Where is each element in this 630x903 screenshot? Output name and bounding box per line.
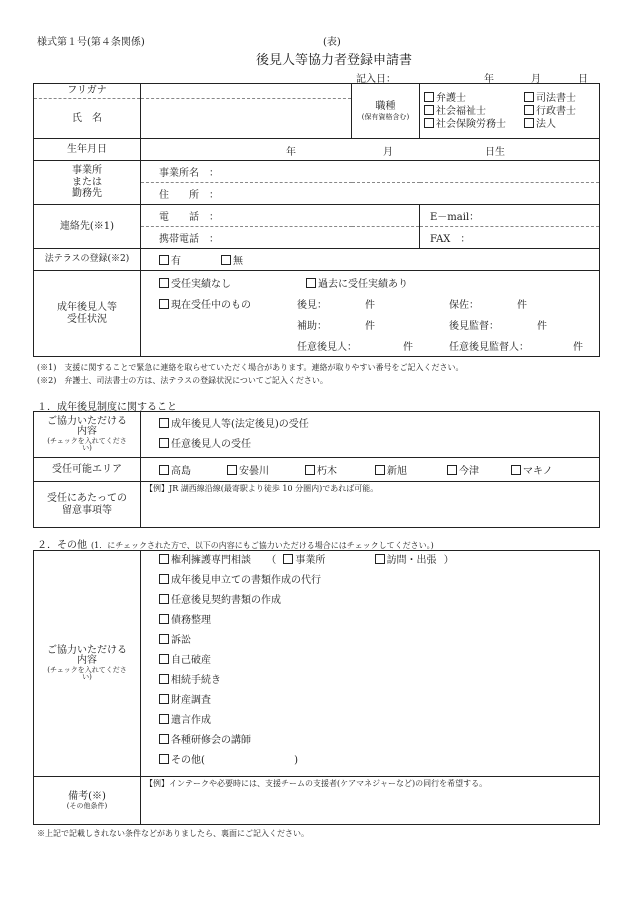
other-close: )	[294, 755, 298, 766]
lawyer-checkbox[interactable]: 弁護士	[424, 92, 524, 105]
kouken-count-unit: 件	[365, 300, 375, 311]
fax-label: FAX ：	[430, 234, 471, 245]
guardian-checkbox[interactable]: 成年後見人等(法定後見)の受任	[159, 415, 595, 435]
area-makino-checkbox[interactable]: マキノ	[511, 466, 553, 477]
advocacy-visit-checkbox[interactable]: 訪問・出張	[375, 555, 437, 566]
notes-field[interactable]	[141, 482, 600, 528]
nini-kantoku-label: 任意後見監督人：	[449, 342, 529, 353]
form-number: 様式第１号(第４条関係)	[37, 37, 145, 48]
page-title: 後見人等協力者登録申請書	[256, 53, 413, 68]
asset-survey-checkbox[interactable]: 財産調査	[159, 691, 595, 711]
remarks-example: 【例】インテークや必要時には、支援チームの支援者(ケアマネジャーなど)の同行を希望する。	[145, 779, 488, 788]
social-worker-checkbox[interactable]: 社会福祉士	[424, 105, 524, 118]
occupation-label: 職種 (保有資格含む)	[352, 84, 420, 139]
section1-heading: １．成年後見制度に関すること	[37, 402, 177, 413]
debt-settlement-checkbox[interactable]: 債務整理	[159, 611, 595, 631]
furigana-field[interactable]	[141, 84, 352, 99]
birth-month-label: 月	[383, 147, 393, 158]
no-record-checkbox[interactable]: 受任実績なし	[159, 275, 231, 290]
contact-label: 連絡先(※1)	[34, 205, 141, 249]
section2-heading: ２．その他 (1．にチェックされた方で、以下の内容にもご協力いただける場合にはチェックしてください。)	[37, 540, 434, 551]
advocacy-row	[159, 551, 595, 571]
guardianship-table	[33, 411, 600, 528]
phone-field[interactable]	[141, 205, 420, 227]
hosa-label: 保佐：	[449, 300, 479, 311]
inheritance-checkbox[interactable]: 相続手続き	[159, 671, 595, 691]
litigation-checkbox[interactable]: 訴訟	[159, 631, 595, 651]
phone-label: 電 話 ：	[159, 212, 219, 223]
past-record-checkbox[interactable]: 過去に受任実績あり	[306, 275, 408, 290]
hojo-count-unit: 件	[365, 321, 375, 332]
section2-heading-note: (1．にチェックされた方で、以下の内容にもご協力いただける場合にはチェックしてください。)	[91, 541, 434, 550]
corporation-checkbox[interactable]: 法人	[524, 119, 556, 130]
name-field[interactable]	[141, 99, 352, 139]
mobile-field[interactable]	[141, 227, 420, 249]
applicant-table	[33, 83, 600, 357]
entry-month-label: 月	[531, 74, 541, 85]
advocacy-paren-open: （	[266, 555, 277, 566]
current-cases-checkbox[interactable]: 現在受任中のもの	[159, 296, 251, 311]
email-label: E－mail：	[430, 212, 480, 223]
admin-scrivener-checkbox[interactable]: 行政書士	[524, 106, 576, 117]
notes-example: 【例】JR 湖西線沿線(最寄駅より徒歩 10 分圏内)であれば可能。	[145, 484, 379, 493]
kouken-label: 後見：	[297, 300, 327, 311]
remarks-label: 備考(※) (その他条件)	[34, 777, 141, 825]
name-label: 氏 名	[34, 99, 141, 139]
note-1: (※1) 支援に関することで緊急に連絡を取らせていただく場合があります。連絡が取りやすい番号をご記入ください。	[37, 363, 464, 372]
footer-note: ※上記で記載しきれない条件などがありましたら、裏面にご記入ください。	[37, 829, 309, 838]
petition-docs-checkbox[interactable]: 成年後見申立ての書類作成の代行	[159, 571, 595, 591]
area-imazu-checkbox[interactable]: 今津	[447, 462, 511, 477]
nini-count-unit: 件	[403, 342, 413, 353]
email-field[interactable]	[420, 205, 600, 227]
entry-year-label: 年	[484, 74, 494, 85]
birthdate-label: 生年月日	[34, 139, 141, 161]
houterasu-label: 法テラスの登録(※2)	[34, 249, 141, 271]
remarks-field[interactable]	[141, 777, 600, 825]
occupation-options	[420, 84, 600, 139]
form-side: (表)	[323, 37, 341, 48]
voluntary-guardian-checkbox[interactable]: 任意後見人の受任	[159, 435, 595, 455]
other-table	[33, 550, 600, 825]
notes-label: 受任にあたっての 留意事項等	[34, 482, 141, 528]
office-name-field[interactable]	[141, 161, 600, 183]
area-kutsuki-checkbox[interactable]: 朽木	[305, 462, 375, 477]
office-address-field[interactable]	[141, 183, 600, 205]
area-label: 受任可能エリア	[34, 458, 141, 482]
will-creation-checkbox[interactable]: 遺言作成	[159, 711, 595, 731]
nini-kantoku-count-unit: 件	[573, 342, 583, 353]
area-options	[141, 458, 600, 482]
status-content	[141, 271, 600, 357]
bankruptcy-checkbox[interactable]: 自己破産	[159, 651, 595, 671]
hojo-label: 補助：	[297, 321, 327, 332]
area-takashima-checkbox[interactable]: 高島	[159, 462, 227, 477]
office-address-label: 住 所 ：	[159, 190, 219, 201]
coop-content-label: ご協力いただける 内容 (チェックを入れてくださ い)	[34, 412, 141, 458]
lecturer-checkbox[interactable]: 各種研修会の講師	[159, 731, 595, 751]
houterasu-yes-checkbox[interactable]: 有	[159, 252, 221, 267]
entry-date-label: 記入日：	[356, 74, 396, 85]
office-label: 事業所 または 勤務先	[34, 161, 141, 205]
advocacy-office-checkbox[interactable]: 事業所	[283, 551, 353, 571]
note-2: (※2) 弁護士、司法書士の方は、法テラスの登録状況についてご記入ください。	[37, 376, 328, 385]
kouken-kantoku-label: 後見監督：	[449, 321, 499, 332]
coop-content-options	[141, 412, 600, 458]
advocacy-paren-close: ）	[443, 555, 454, 566]
furigana-label: フリガナ	[34, 84, 141, 99]
birth-day-label: 日生	[485, 147, 505, 158]
voluntary-contract-checkbox[interactable]: 任意後見契約書類の作成	[159, 591, 595, 611]
birth-year-label: 年	[286, 147, 296, 158]
hosa-count-unit: 件	[517, 300, 527, 311]
area-shinasahi-checkbox[interactable]: 新旭	[375, 462, 447, 477]
office-name-label: 事業所名 ：	[159, 168, 219, 179]
kouken-kantoku-count-unit: 件	[537, 321, 547, 332]
houterasu-no-checkbox[interactable]: 無	[221, 256, 243, 267]
entry-day-label: 日	[578, 74, 588, 85]
fax-field[interactable]	[420, 227, 600, 249]
scrivener-checkbox[interactable]: 司法書士	[524, 93, 576, 104]
houterasu-options	[141, 249, 600, 271]
labor-consultant-checkbox[interactable]: 社会保険労務士	[424, 118, 524, 131]
birthdate-field[interactable]	[141, 139, 600, 161]
other-row	[159, 751, 595, 771]
area-adogawa-checkbox[interactable]: 安曇川	[227, 462, 305, 477]
status-label: 成年後見人等 受任状況	[34, 271, 141, 357]
mobile-label: 携帯電話 ：	[159, 234, 219, 245]
other-coop-label: ご協力いただける 内容 (チェックを入れてくださ い)	[34, 551, 141, 777]
nini-label: 任意後見人：	[297, 342, 357, 353]
advocacy-checkbox[interactable]: 権利擁護専門相談	[159, 555, 251, 566]
other-checkbox[interactable]: その他(	[159, 755, 205, 766]
other-coop-options	[141, 551, 600, 777]
